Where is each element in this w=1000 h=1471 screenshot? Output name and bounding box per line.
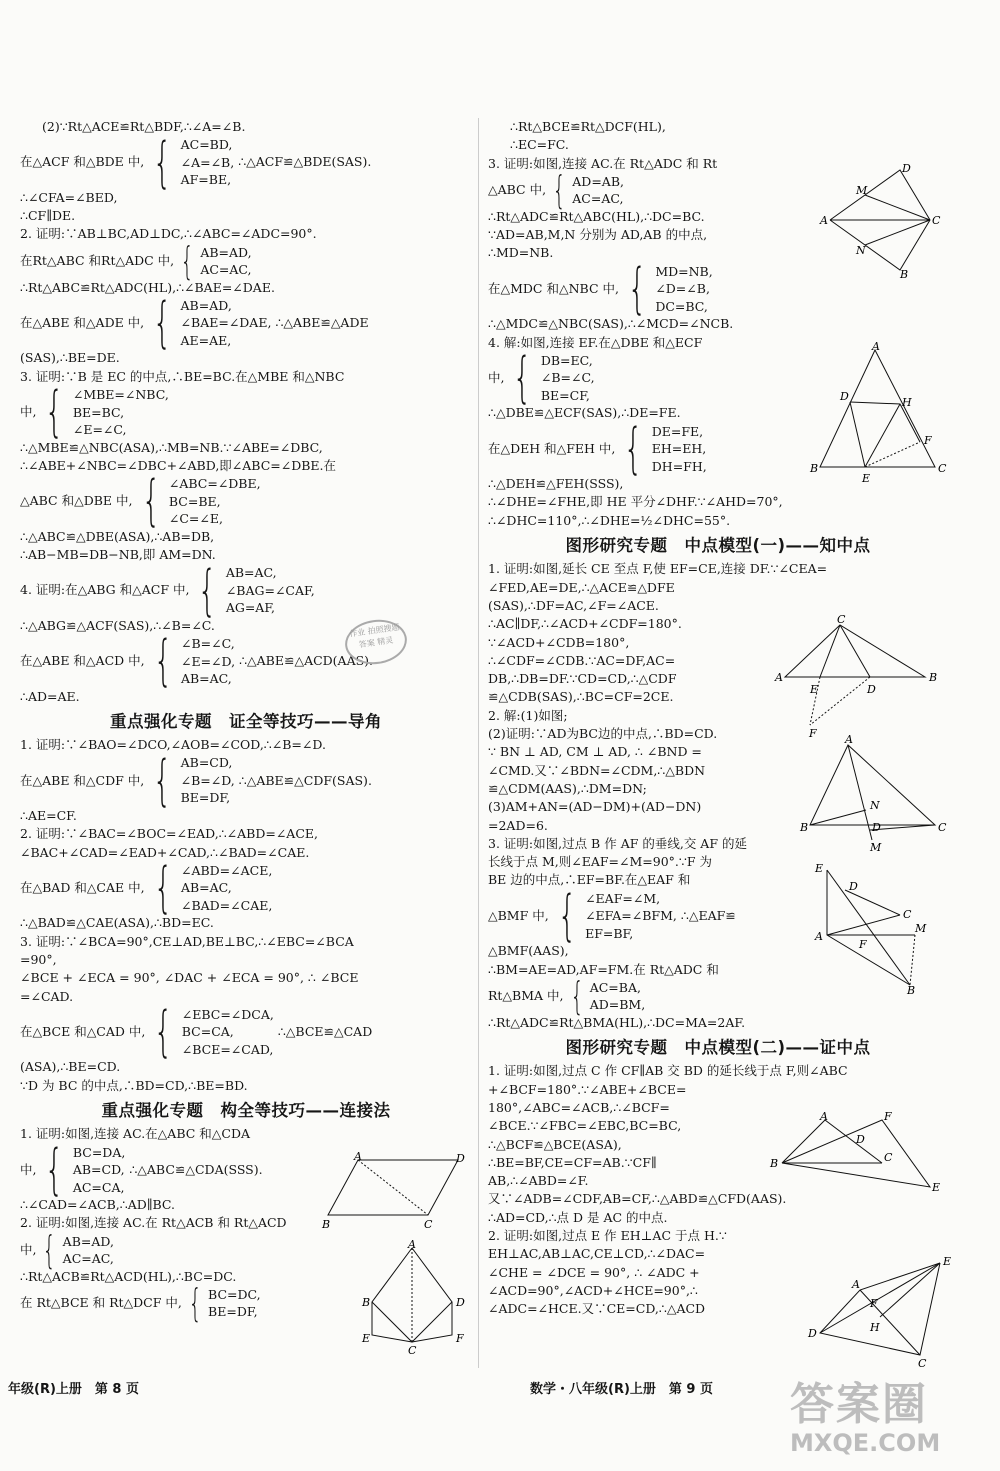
text-line: ∴Rt△ADC≌Rt△BMA(HL),∴DC=MA=2AF. [488,1014,746,1030]
text-line: ∴△DBE≌△ECF(SAS),∴DE=FE. [488,405,681,421]
text-line: ∴Rt△ACB≌Rt△ACD(HL),∴BC=DC. [20,1268,237,1284]
brace-items [208,1286,261,1321]
brace-symbol: { [141,469,161,533]
brace-item: AB=AD, [62,1233,114,1249]
brace-post: ∴△ACF≌△BDE(SAS). [238,154,372,170]
brace-item: ∠MBE=∠NBC, [72,387,169,403]
brace-item: DB=EC, [540,352,593,368]
brace-item: AD=BM, [589,997,646,1013]
brace-item: BC=DC, [208,1286,261,1302]
text-line: (SAS),∴BE=DE. [20,350,120,366]
svg-text:F: F [809,727,817,740]
text-line: ∴∠DHE=∠FHE,即 HE 平分∠DHF.∵∠AHD=70°, [488,494,783,510]
svg-text:F: F [859,938,867,951]
text-line: ∠CMD.又∵∠BDN=∠CDM,∴△BDN [488,762,706,778]
text-line: ∴BE=BF,CE=CF=AB.∵CF∥ [488,1154,657,1170]
text-line: 3. 证明:如图,连接 AC.在 Rt△ADC 和 Rt [488,155,718,171]
text-line: AB,∴∠ABD=∠F. [488,1173,589,1189]
brace-pre: 在 Rt△BCE 和 Rt△DCF 中, [20,1295,182,1311]
brace-items [63,1233,114,1268]
svg-text:C: C [424,1218,433,1231]
brace-item: AB=AC, [180,880,232,896]
svg-text:D: D [456,1296,465,1309]
svg-text:F: F [924,434,932,447]
brace-items [181,754,235,807]
brace-symbol: { [152,291,172,355]
brace-symbol: { [552,168,566,213]
brace-items [181,136,235,189]
brace-pre: 中, [20,404,37,420]
brace-symbol: { [152,130,172,194]
brace-pre: 在Rt△ABC 和Rt△ADC 中, [20,253,175,269]
brace-items [181,297,272,350]
figure-midpoint-1 [775,615,945,740]
watermark-logo: 答案圈 [790,1379,928,1430]
brace-items [73,1144,125,1197]
brace-symbol: { [154,1000,174,1064]
svg-text:A: A [775,671,783,684]
brace-symbol: { [153,856,173,920]
brace-items [572,173,624,208]
text-line: 2. 证明:如图,连接 AC.在 Rt△ACB 和 Rt△ACD [20,1215,287,1231]
text-line: 2. 证明:∵∠BAC=∠BOC=∠EAD,∴∠ABD=∠ACE, [20,826,318,842]
brace-pre: 中, [20,1161,37,1177]
svg-text:E: E [932,1181,941,1194]
brace-group [20,748,472,812]
brace-item: ∠BAG=∠CAF, [225,582,315,598]
brace-pre: 在△ABE 和△ADE 中, [20,315,145,331]
brace-group [20,1000,472,1064]
brace-item: AB=CD, [72,1162,125,1178]
brace-item: BE=BC, [72,404,125,420]
brace-item: BE=DF, [208,1304,258,1320]
text-line: 3. 证明:∵B 是 EC 的中点,∴BE=BC.在△MBE 和△NBC [20,368,345,384]
text-line: ∴Rt△ABC≌Rt△ADC(HL),∴∠BAE=∠DAE. [20,279,275,295]
text-line: =2AD=6. [488,817,548,833]
text-line: ∵ BN ⊥ AD, CM ⊥ AD, ∴ ∠BND = [488,744,702,760]
svg-text:F: F [870,1297,878,1310]
text-line: =90°, [20,951,57,967]
brace-items [590,979,645,1014]
brace-items [182,1006,274,1059]
svg-text:M: M [856,184,868,197]
svg-text:A: A [820,214,828,227]
brace-item: AB=AD, [180,297,232,313]
brace-item: BC=CA, [181,1024,234,1040]
brace-items [652,423,707,476]
text-line: ≌△CDB(SAS),∴BC=CF=2CE. [488,689,674,705]
brace-symbol: { [557,883,577,947]
text-line: (2)∵Rt△ACE≌Rt△BDF,∴∠A=∠B. [42,119,246,134]
text-line: 1. 证明:如图,延长 CE 至点 F,使 EF=CE,连接 DF.∵∠CEA= [488,561,828,577]
text-line: BE 边的中点,∴EF=BF.在△EAF 和 [488,872,691,888]
section-title: 图形研究专题 中点模型(二)——证中点 [565,1038,871,1058]
svg-text:C: C [903,908,912,921]
text-line: 3. 证明:如图,过点 B 作 AF 的垂线,交 AF 的延 [488,835,747,851]
brace-item: BC=DA, [72,1144,126,1160]
svg-text:B: B [322,1218,331,1231]
svg-text:C: C [938,821,947,834]
brace-item: AE=AE, [180,332,232,348]
watermark-url: MXQE.COM [790,1429,941,1457]
brace-pre: Rt△BMA 中, [488,988,564,1004]
svg-text:N: N [856,244,866,257]
brace-pre: 在△MDC 和△NBC 中, [488,280,619,296]
text-line: 长线于点 M,则∠EAF=∠M=90°.∵F 为 [488,854,712,870]
text-line: ∴∠DHC=110°,∴∠DHE=½∠DHC=55°. [488,512,731,528]
brace-item: ∠B=∠C, [540,370,595,386]
text-line: ∴AC∥DF,∴∠ACD+∠CDF=180°. [488,616,682,632]
brace-post: ∴△ABE≌△CDF(SAS). [238,772,372,788]
brace-item: AB=CD, [180,755,233,771]
text-line: ∴∠CDF=∠CDB.∵AC=DF,AC= [488,652,676,668]
text-line: ∴∠ABE+∠NBC=∠DBC+∠ABD,即∠ABC=∠DBE.在 [20,457,337,473]
brace-pre: 在△ABE 和△CDF 中, [20,772,145,788]
brace-item: ∠ABC=∠DBE, [168,476,261,492]
text-line: DB,∴DB=DF.∵CD=CD,∴△CDF [488,671,677,687]
brace-group [20,239,472,284]
svg-text:B: B [800,821,809,834]
figure-midpoint-5 [800,1255,950,1370]
brace-post: ∴△BCE≌△CAD [277,1023,373,1039]
text-line: ∴AB−MB=DB−NB,即 AM=DN. [20,546,216,562]
section-title: 重点强化专题 证全等技巧——导角 [110,711,382,731]
svg-text:E: E [862,472,871,485]
svg-text:B: B [810,462,819,475]
svg-text:C: C [408,1344,417,1357]
text-line: ∴∠CAD=∠ACB,∴AD∥BC. [20,1197,176,1213]
brace-items [169,475,261,528]
brace-pre: 在△DEH 和△FEH 中, [488,440,616,456]
brace-item: BC=BE, [168,493,221,509]
brace-pre: △ABC 和△DBE 中, [20,493,133,509]
text-line: 1. 证明:如图,连接 AC.在△ABC 和△CDA [20,1126,250,1142]
brace-group [20,469,472,533]
brace-item: ∠EAF=∠M, [585,890,661,906]
brace-symbol: { [188,1281,202,1326]
brace-pre: 在△BAD 和△CAE 中, [20,879,145,895]
text-line: (ASA),∴BE=CD. [20,1059,121,1075]
svg-text:D: D [849,880,858,893]
brace-item: AC=BA, [589,979,641,995]
text-line: ∴△MDC≌△NBC(SAS),∴∠MCD=∠NCB. [488,316,734,332]
svg-text:D: D [840,390,849,403]
svg-text:A: A [354,1150,362,1163]
brace-item: ∠BAD=∠CAE, [180,897,273,913]
svg-text:B: B [900,268,909,281]
brace-pre: 1. 证明:∵∠BAO=∠DCO,∠AOB=∠COD,∴∠B=∠D. [20,737,326,753]
text-line: ∠CHE = ∠DCE = 90°, ∴ ∠ADC + [488,1264,700,1280]
text-line: ∠ADC=∠HCE.又∵CE=CD,∴△ACD [488,1301,706,1317]
brace-item: BE=CF, [540,387,590,403]
text-line: (SAS),∴DF=AC,∠F=∠ACE. [488,597,659,613]
brace-pre: 在△ABE 和△ACD 中, [20,653,145,669]
svg-text:C: C [884,1151,893,1164]
brace-items [655,263,712,316]
text-line: ∠BAC+∠CAD=∠EAD+∠CAD,∴∠BAD=∠CAE. [20,844,310,860]
brace-group [20,558,472,622]
brace-item: AB=AC, [180,671,232,687]
svg-text:B: B [929,671,938,684]
svg-text:H: H [870,1321,880,1334]
brace-symbol: { [624,416,644,480]
svg-text:D: D [872,821,881,834]
svg-text:E: E [810,683,819,696]
column-divider [478,118,479,1368]
brace-item: ∠BCE=∠CAD, [181,1041,274,1057]
brace-item: EH=EH, [651,441,707,457]
text-line: 1. 证明:如图,过点 C 作 CF∥AB 交 BD 的延长线于点 F,则∠ABC [488,1063,848,1079]
brace-group [20,130,472,194]
brace-item: AD=AB, [572,173,624,189]
text-line: ≌△CDM(AAS),∴DM=DN; [488,780,647,796]
text-line: ∴△ABG≌△ACF(SAS),∴∠B=∠C. [20,617,215,633]
text-line: ∴AE=CF. [20,807,77,823]
svg-text:B: B [907,984,916,997]
brace-item: ∠EFA=∠BFM, [585,908,677,924]
brace-item: ∠A=∠B, [180,154,235,170]
brace-item: MD=NB, [655,263,713,279]
brace-symbol: { [198,558,218,622]
brace-symbol: { [569,974,584,1019]
brace-group [20,291,472,355]
brace-group [20,736,472,754]
brace-item: AC=AC, [62,1251,114,1267]
svg-text:A: A [408,1238,416,1251]
brace-item: AB=AD, [200,244,252,260]
brace-symbol: { [513,346,533,410]
svg-text:A: A [852,1278,860,1291]
brace-items [73,386,169,439]
text-line: ∵D 为 BC 的中点,∴BD=CD,∴BE=BD. [20,1077,248,1093]
brace-pre: 中, [488,369,505,385]
brace-item: AC=BD, [180,137,233,153]
svg-text:B: B [362,1296,371,1309]
text-line: 2. 证明:∵AB⊥BC,AD⊥DC,∴∠ABC=∠ADC=90°. [20,226,317,242]
text-line: ∠FED,AE=DE,∴△ACE≌△DFE [488,579,675,595]
brace-item: ∠C=∠E, [168,511,223,527]
brace-item: AG=AF, [225,600,276,616]
brace-item: ∠EBC=∠DCA, [181,1006,274,1022]
svg-text:C: C [918,1357,927,1370]
brace-symbol: { [152,748,172,812]
brace-symbol: { [45,380,65,444]
text-line: +∠BCF=180°.∵∠ABE+∠BCE= [488,1081,687,1097]
text-line: ∵AD=AB,M,N 分别为 AD,AB 的中点, [488,227,708,243]
text-line: ∵∠ACD+∠CDB=180°, [488,634,630,650]
brace-item: DE=FE, [651,423,704,439]
brace-symbol: { [45,1137,65,1201]
svg-text:C: C [932,214,941,227]
brace-items [200,244,251,279]
brace-item: ∠D=∠B, [655,281,710,297]
svg-text:A: A [845,733,853,746]
figure-parallelogram [318,1150,473,1230]
text-line: =∠CAD. [20,988,74,1004]
text-line: ∴BM=AE=AD,AF=FM.在 Rt△ADC 和 [488,961,719,977]
figure-kite-abcd [820,160,940,280]
brace-item: DH=FH, [651,458,707,474]
text-line: ∠ACD=90°,∠ACD+∠HCE=90°,∴ [488,1282,698,1298]
svg-text:D: D [867,683,876,696]
text-line: 4. 解:如图,连接 EF.在△DBE 和△ECF [488,334,703,350]
brace-item: AB=AC, [225,565,277,581]
brace-pre: 中, [20,1241,37,1257]
brace-item: AC=AC, [200,262,252,278]
homework-stamp: 作业 拍照搜题 答案 精灵 [342,616,410,668]
text-line: ∴MD=NB. [488,245,554,261]
svg-text:A: A [815,930,823,943]
text-line: (2)证明:∵AD为BC边的中点,∴BD=CD. [488,726,718,742]
brace-item: DC=BC, [655,298,708,314]
section-title: 重点强化专题 构全等技巧——连接法 [101,1100,391,1120]
brace-item: ∠E=∠D, [180,653,236,669]
svg-text:E: E [815,862,824,875]
text-line: (3)AM+AN=(AD−DM)+(AD−DN) [488,799,702,815]
brace-items [585,890,677,943]
figure-midpoint-2 [800,735,945,855]
svg-text:A: A [820,1110,828,1123]
svg-text:D: D [808,1327,817,1340]
brace-items [541,352,595,405]
brace-items [181,862,272,915]
text-line: 2. 解:(1)如图; [488,707,568,723]
watermark [790,1380,990,1460]
text-line: 又∵∠ADB=∠CDF,AB=CF,∴△ABD≌△CFD(AAS). [488,1191,787,1207]
svg-text:H: H [902,396,912,409]
text-line: ∴∠CFA=∠BED, [20,189,118,205]
section-title: 图形研究专题 中点模型(一)——知中点 [565,536,871,556]
text-line: △BMF(AAS), [488,943,569,959]
text-line: ∴AD=CD,∴点 D 是 AC 的中点. [488,1209,668,1225]
left-column [20,118,472,1326]
right-footer: 数学・八年级(R)上册 第 9 页 [530,1382,713,1397]
brace-group [20,380,472,444]
text-line: ∴Rt△BCE≌Rt△DCF(HL), [510,119,666,134]
brace-symbol: { [42,1228,57,1273]
brace-pre: 在△ACF 和△BDE 中, [20,154,145,170]
svg-text:N: N [870,799,880,812]
text-line: EH⊥AC,AB⊥AC,CE⊥CD,∴∠DAC= [488,1246,706,1262]
brace-item: ∠ABD=∠ACE, [180,862,273,878]
brace-items [181,635,235,688]
svg-text:M: M [915,922,927,935]
svg-text:E: E [362,1332,371,1345]
text-line: ∴△MBE≌△NBC(ASA),∴MB=NB.∵∠ABE=∠DBC, [20,439,323,455]
text-line: ∴EC=FC. [510,137,569,153]
text-line: ∠BCE.∵∠FBC=∠EBC,BC=BC, [488,1118,682,1134]
svg-text:F: F [456,1332,464,1345]
text-line: ∠BCE + ∠ECA = 90°, ∠DAC + ∠ECA = 90°, ∴ ∠BCE [20,970,359,986]
left-footer: 年级(R)上册 第 8 页 [8,1382,139,1397]
brace-item: AC=CA, [72,1179,125,1195]
brace-symbol: { [627,257,647,321]
brace-item: ∠B=∠C, [180,636,235,652]
text-line: ∴CF∥DE. [20,208,76,224]
text-line: ∴△DEH≌△FEH(SSS), [488,476,624,492]
svg-text:D: D [856,1133,865,1146]
brace-symbol: { [180,239,194,284]
text-line: 180°,∠ABC=∠ACB,∴∠BCF= [488,1099,670,1115]
svg-text:C: C [938,462,947,475]
brace-post: ∴△ABC≌△CDA(SSS). [129,1161,263,1177]
brace-items [226,564,315,617]
brace-post: ∴△ABE≌△ACD(AAS). [239,653,374,669]
text-line: ∴△ABC≌△DBE(ASA),∴AB=DB, [20,528,215,544]
brace-post: ∴△EAF≌ [680,907,736,923]
figure-triangle-dhef [810,342,950,487]
text-line: ∴△BAD≌△CAE(ASA),∴BD=EC. [20,915,214,931]
text-line: 3. 证明:∵∠BCA=90°,CE⊥AD,BE⊥BC,∴∠EBC=∠BCA [20,933,354,949]
brace-item: EF=BF, [585,925,634,941]
brace-item: AF=BE, [180,172,232,188]
text-line: ∴Rt△ADC≌Rt△ABC(HL),∴DC=BC. [488,208,705,224]
svg-text:D: D [456,1152,465,1165]
brace-post: ∴△ABE≌△ADE [275,315,369,331]
figure-midpoint-3 [815,860,945,995]
svg-text:M: M [870,841,882,854]
brace-group [20,856,472,920]
brace-symbol: { [153,629,173,693]
svg-text:B: B [770,1157,779,1170]
brace-pre: △BMF 中, [488,907,549,923]
svg-text:E: E [943,1255,952,1268]
svg-text:A: A [872,340,880,353]
brace-pre: △ABC 中, [488,182,547,198]
brace-item: ∠BAE=∠DAE, [180,315,272,331]
brace-item: ∠B=∠D, [180,772,235,788]
brace-pre: 4. 证明:在△ABG 和△ACF 中, [20,582,190,598]
brace-item: AC=AC, [572,191,624,207]
brace-pre: 在△BCE 和△CAD 中, [20,1023,146,1039]
brace-item: BE=DF, [180,790,231,806]
brace-item: ∠E=∠C, [72,422,127,438]
svg-text:D: D [902,162,911,175]
figure-midpoint-4 [770,1110,945,1195]
text-line: ∴AD=AE. [20,688,80,704]
figure-right-kite [360,1240,470,1360]
svg-text:F: F [884,1110,892,1123]
text-line: 2. 证明:如图,过点 E 作 EH⊥AC 于点 H.∵ [488,1228,727,1244]
svg-text:C: C [837,613,846,626]
text-line: ∴△BCF≌△BCE(ASA), [488,1136,622,1152]
